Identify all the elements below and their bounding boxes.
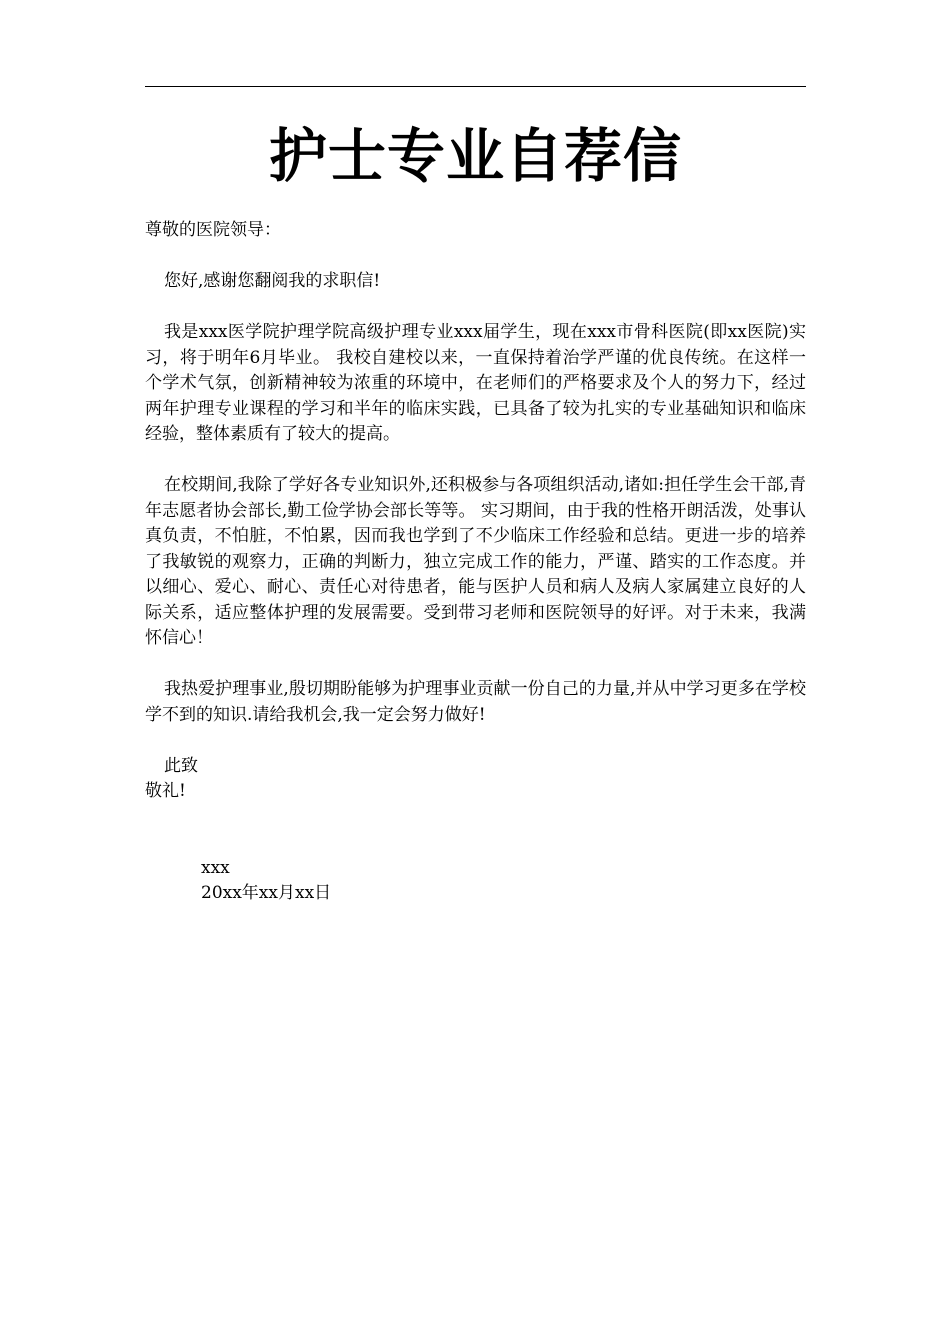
document-title: 护士专业自荐信	[268, 122, 682, 190]
letter-body	[145, 218, 806, 907]
signature-name: xxx	[201, 857, 230, 878]
paragraph-introduction: 我是xxx医学院护理学院高级护理专业xxx届学生，现在xxx市骨科医院(即xx医院)实习，将于明年6月毕业。 我校自建校以来，一直保持着治学严谨的优良传统。在这样一个学术气氛，创新精神较为浓重的环境中，在老师们的严格要求及个人的努力下，经过两年护理专业课程的学习和半年的临床实践，已具备了较为扎实的专业基础知识和临床经验，整体素质有了较大的提高。	[145, 322, 806, 444]
paragraph-experience: 在校期间,我除了学好各专业知识外,还积极参与各项组织活动,诸如:担任学生会干部,青年志愿者协会部长,勤工俭学协会部长等等。 实习期间，由于我的性格开朗活泼，处事认真负责，不怕脏，不怕累，因而我也学到了不少临床工作经验和总结。更进一步的培养了我敏锐的观察力，正确的判断力，独立完成工作的能力，严谨、踏实的工作态度。并以细心、爱心、耐心、责任心对待患者，能与医护人员和病人及病人家属建立良好的人际关系，适应整体护理的发展需要。受到带习老师和医院领导的好评。对于未来，我满怀信心！	[145, 475, 806, 648]
paragraph-aspiration: 我热爱护理事业,殷切期盼能够为护理事业贡献一份自己的力量,并从中学习更多在学校学不到的知识.请给我机会,我一定会努力做好!	[145, 679, 806, 725]
closing-line-2: 敬礼!	[145, 781, 186, 801]
salutation: 尊敬的医院领导：	[145, 220, 281, 240]
header-rule	[145, 86, 806, 87]
closing-line-1: 此致	[164, 755, 198, 776]
signature-date: 20xx年xx月xx日	[201, 883, 332, 903]
paragraph-greeting: 您好,感谢您翻阅我的求职信!	[164, 271, 381, 291]
